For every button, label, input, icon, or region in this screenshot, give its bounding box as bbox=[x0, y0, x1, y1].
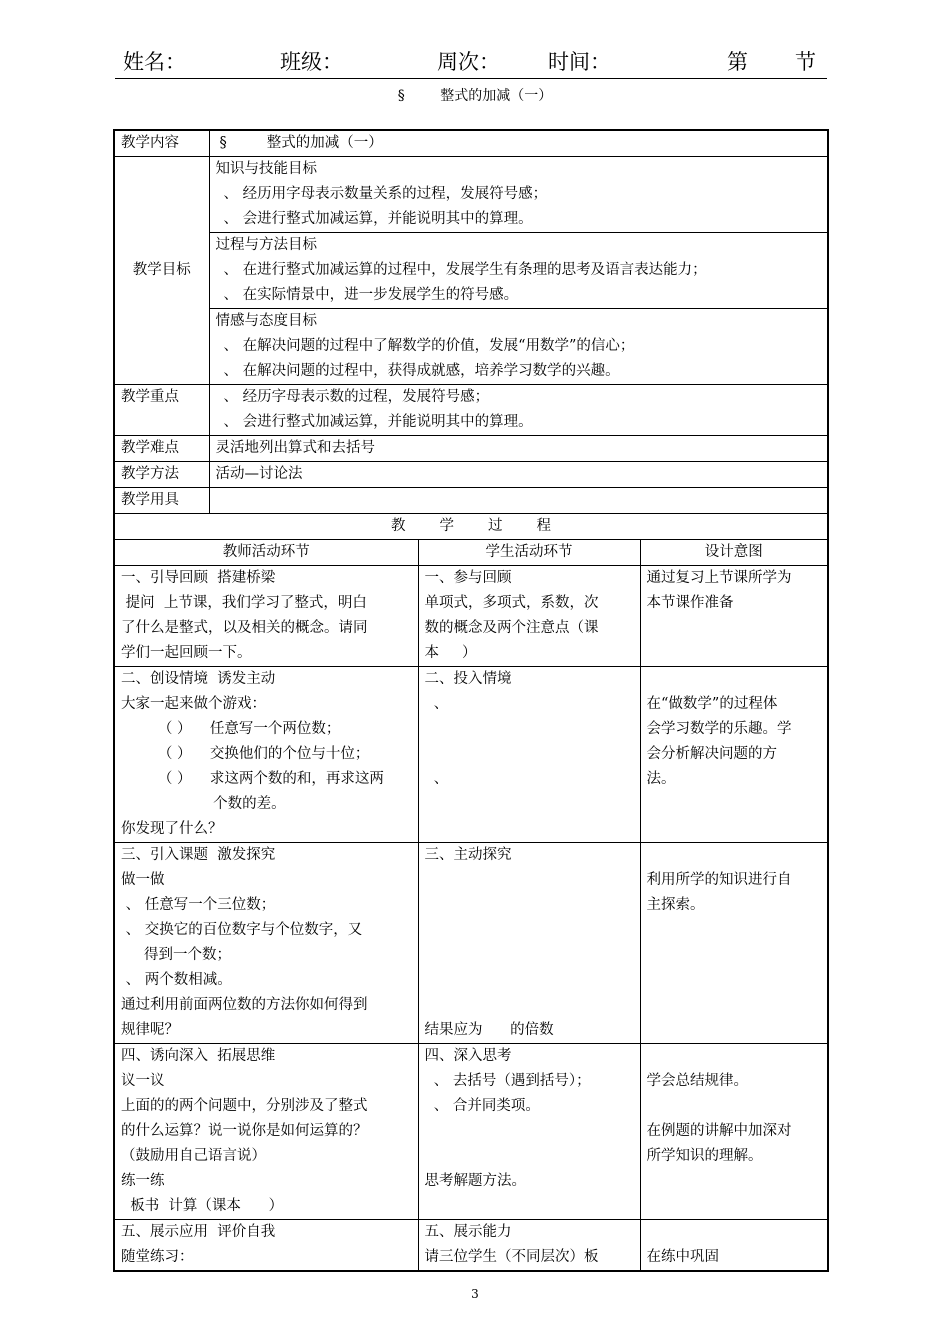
teacher-line: 得到一个数； bbox=[121, 947, 232, 963]
teacher-cell bbox=[114, 1044, 418, 1220]
teacher-cell bbox=[114, 1220, 418, 1272]
key-label: 教学重点 bbox=[114, 385, 209, 436]
goals-label: 教学目标 bbox=[114, 157, 209, 385]
goal-item: 、 在实际情景中，进一步发展学生的符号感。 bbox=[223, 287, 519, 303]
goal-heading: 过程与方法目标 bbox=[215, 237, 317, 253]
key-item: 、 会进行整式加减运算，并能说明其中的算理。 bbox=[223, 414, 533, 430]
key-item: 、 经历字母表示数的过程，发展符号感； bbox=[223, 389, 490, 405]
goal-item: 、 在进行整式加减运算的过程中，发展学生有条理的思考及语言表达能力； bbox=[223, 262, 707, 278]
tools-value bbox=[209, 488, 828, 514]
period-prefix: 第 bbox=[727, 50, 748, 74]
teacher-line: （鼓励用自己语言说） bbox=[121, 1148, 266, 1164]
teacher-line: （ ） 求这两个数的和，再求这两 bbox=[121, 771, 384, 787]
teacher-line: 通过利用前面两位数的方法你如何得到 bbox=[121, 997, 368, 1013]
student-line: 单项式，多项式，系数，次 bbox=[424, 595, 599, 611]
teacher-line: 个数的差。 bbox=[121, 796, 286, 812]
goal-item: 、 经历用字母表示数量关系的过程，发展符号感； bbox=[223, 186, 548, 202]
student-line: 思考解题方法。 bbox=[424, 1173, 526, 1189]
student-line: 结果应为 的倍数 bbox=[424, 1022, 554, 1038]
lesson-subtitle bbox=[0, 85, 950, 105]
student-line: 本 ） bbox=[424, 645, 477, 661]
design-line: 通过复习上节课所学为 bbox=[646, 570, 792, 586]
design-cell bbox=[640, 1044, 828, 1220]
design-line: 利用所学的知识进行自 bbox=[646, 872, 792, 888]
method-label: 教学方法 bbox=[114, 462, 209, 488]
process-title-char: 过 bbox=[488, 518, 503, 534]
col-teacher-header: 教师活动环节 bbox=[114, 540, 418, 566]
teacher-cell bbox=[114, 566, 418, 667]
student-line: 、 bbox=[424, 696, 449, 712]
student-line: 四、深入思考 bbox=[424, 1048, 512, 1064]
student-cell bbox=[418, 667, 640, 843]
lesson-title: 整式的加减（一） bbox=[440, 88, 553, 104]
teacher-line: 你发现了什么？ bbox=[121, 821, 223, 837]
teacher-line: 随堂练习： bbox=[121, 1249, 194, 1265]
goal-item: 、 在解决问题的过程中了解数学的价值，发展“用数学”的信心； bbox=[223, 338, 635, 354]
student-spacer bbox=[425, 1144, 634, 1169]
page-number: 3 bbox=[471, 1287, 479, 1301]
student-spacer bbox=[425, 943, 634, 968]
teacher-line: 学们一起回顾一下。 bbox=[121, 645, 252, 661]
teacher-line: 二、创设情境 诱发主动 bbox=[121, 671, 276, 687]
design-line: 本节课作准备 bbox=[646, 595, 734, 611]
design-line: 会学习数学的乐趣。学 bbox=[646, 721, 792, 737]
student-cell bbox=[418, 566, 640, 667]
teacher-line: 板书 计算（课本 ） bbox=[121, 1198, 284, 1214]
student-spacer bbox=[425, 868, 634, 893]
student-cell bbox=[418, 843, 640, 1044]
student-spacer bbox=[425, 1119, 634, 1144]
name-label: 姓名： bbox=[123, 50, 186, 74]
student-line: 五、展示能力 bbox=[424, 1224, 512, 1240]
lesson-plan-table bbox=[113, 129, 829, 1272]
col-design-header: 设计意图 bbox=[640, 540, 828, 566]
design-line: 在练中巩固 bbox=[646, 1249, 719, 1265]
student-spacer bbox=[425, 918, 634, 943]
teacher-cell bbox=[114, 667, 418, 843]
teacher-line: 规律呢？ bbox=[121, 1022, 179, 1038]
page-header bbox=[115, 44, 827, 79]
design-line: 在例题的讲解中加深对 bbox=[646, 1123, 792, 1139]
design-line: 所学知识的理解。 bbox=[646, 1148, 763, 1164]
teacher-line: （ ） 交换他们的个位与十位； bbox=[121, 746, 370, 762]
design-line bbox=[647, 1094, 822, 1119]
goal-heading: 知识与技能目标 bbox=[215, 161, 317, 177]
teacher-cell bbox=[114, 843, 418, 1044]
design-cell bbox=[640, 1220, 828, 1272]
process-title-char: 学 bbox=[439, 518, 454, 534]
teacher-line: 五、展示应用 评价自我 bbox=[121, 1224, 276, 1240]
design-line: 会分析解决问题的方 bbox=[646, 746, 777, 762]
content-label: 教学内容 bbox=[114, 130, 209, 157]
teacher-line: 一、引导回顾 搭建桥梁 bbox=[121, 570, 276, 586]
design-cell bbox=[640, 566, 828, 667]
class-label: 班级： bbox=[280, 50, 343, 74]
col-student-header: 学生活动环节 bbox=[418, 540, 640, 566]
student-line: 三、主动探究 bbox=[424, 847, 512, 863]
design-cell bbox=[640, 667, 828, 843]
design-line: 学会总结规律。 bbox=[646, 1073, 748, 1089]
difficulty-value: 灵活地列出算式和去括号 bbox=[209, 436, 828, 462]
teacher-line: 上面的的两个问题中，分别涉及了整式 bbox=[121, 1098, 368, 1114]
design-line: 主探索。 bbox=[646, 897, 705, 913]
teacher-line: 四、诱向深入 拓展思维 bbox=[121, 1048, 276, 1064]
content-value: 整式的加减（一） bbox=[266, 135, 383, 151]
teacher-line: 了什么是整式，以及相关的概念。请同 bbox=[121, 620, 368, 636]
process-title-char: 教 bbox=[391, 518, 406, 534]
teacher-line: 、 两个数相减。 bbox=[121, 972, 232, 988]
student-spacer bbox=[425, 968, 634, 993]
goal-group bbox=[209, 233, 828, 309]
week-label: 周次： bbox=[437, 50, 500, 74]
teacher-line: 大家一起来做个游戏： bbox=[121, 696, 266, 712]
tools-label: 教学用具 bbox=[114, 488, 209, 514]
goal-heading: 情感与态度目标 bbox=[215, 313, 317, 329]
process-title-char: 程 bbox=[536, 518, 551, 534]
design-line bbox=[647, 1044, 822, 1069]
student-line: 、 合并同类项。 bbox=[424, 1098, 540, 1114]
goal-group bbox=[209, 157, 828, 233]
process-title bbox=[114, 514, 828, 540]
teacher-line: 、 任意写一个三位数； bbox=[121, 897, 276, 913]
student-line: 一、参与回顾 bbox=[424, 570, 512, 586]
design-line: 在“做数学”的过程体 bbox=[646, 696, 778, 712]
teacher-line: 做一做 bbox=[121, 872, 165, 888]
design-line: 法。 bbox=[646, 771, 676, 787]
period-suffix: 节 bbox=[795, 50, 816, 74]
section-symbol: § bbox=[397, 88, 405, 104]
teacher-line: 议一议 bbox=[121, 1073, 165, 1089]
student-line: 数的概念及两个注意点（课 bbox=[424, 620, 599, 636]
student-cell bbox=[418, 1220, 640, 1272]
time-label: 时间： bbox=[548, 50, 611, 74]
method-value: 活动—讨论法 bbox=[209, 462, 828, 488]
difficulty-label: 教学难点 bbox=[114, 436, 209, 462]
design-line bbox=[647, 843, 822, 868]
goal-item: 、 会进行整式加减运算，并能说明其中的算理。 bbox=[223, 211, 533, 227]
design-line bbox=[647, 667, 822, 692]
teacher-line: 、 交换它的百位数字与个位数字，又 bbox=[121, 922, 363, 938]
student-line: 、 bbox=[424, 771, 449, 787]
design-cell bbox=[640, 843, 828, 1044]
teacher-line: 三、引入课题 激发探究 bbox=[121, 847, 276, 863]
teacher-line: 提问 上节课，我们学习了整式，明白 bbox=[121, 595, 367, 611]
student-line: 、 去括号（遇到括号）； bbox=[424, 1073, 591, 1089]
goal-group bbox=[209, 309, 828, 385]
student-cell bbox=[418, 1044, 640, 1220]
student-line bbox=[425, 742, 634, 767]
design-line bbox=[647, 1220, 822, 1245]
content-value-cell bbox=[209, 130, 828, 157]
student-line bbox=[425, 717, 634, 742]
teacher-line: （ ） 任意写一个两位数； bbox=[121, 721, 341, 737]
content-symbol: § bbox=[219, 135, 227, 151]
student-line: 二、投入情境 bbox=[424, 671, 512, 687]
teacher-line: 的什么运算？说一说你是如何运算的？ bbox=[121, 1123, 368, 1139]
key-points bbox=[209, 385, 828, 436]
student-line: 请三位学生（不同层次）板 bbox=[424, 1249, 599, 1265]
teacher-line: 练一练 bbox=[121, 1173, 165, 1189]
student-spacer bbox=[425, 993, 634, 1018]
student-spacer bbox=[425, 893, 634, 918]
goal-item: 、 在解决问题的过程中，获得成就感，培养学习数学的兴趣。 bbox=[223, 363, 620, 379]
